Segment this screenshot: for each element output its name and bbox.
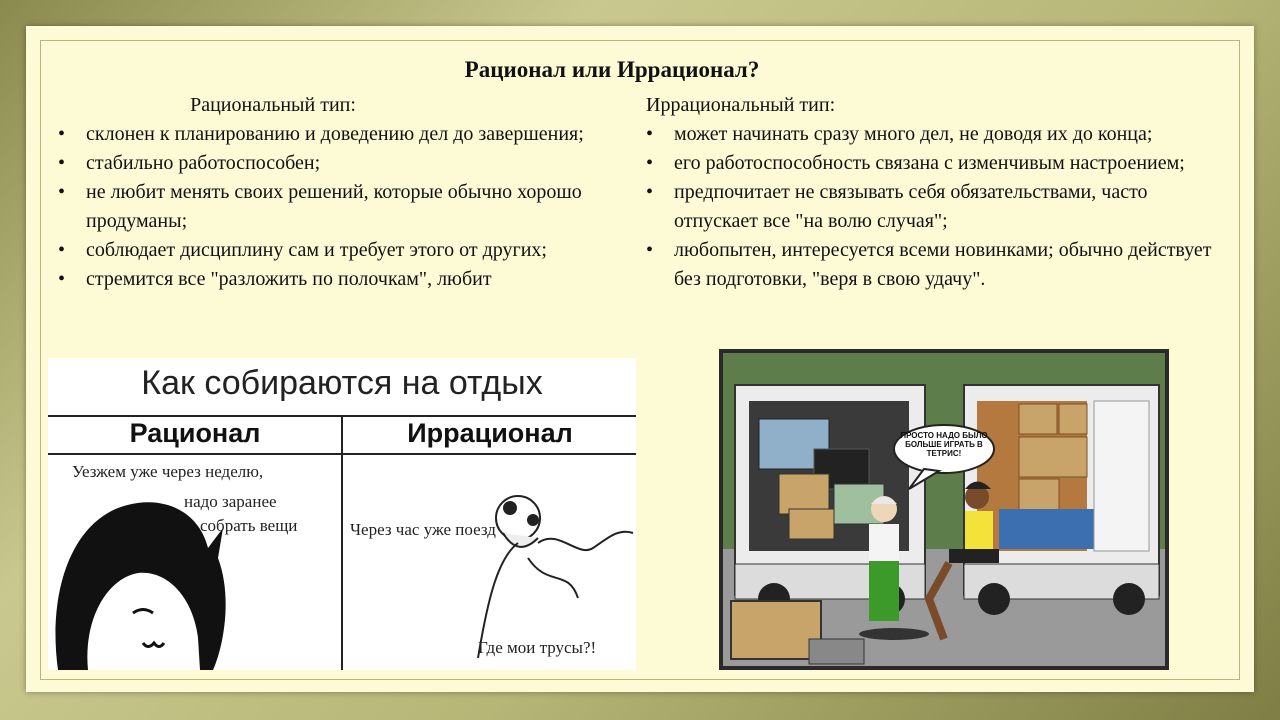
meme-left-line2: надо заранее xyxy=(184,492,277,511)
list-item: • его работоспособность связана с изменчивым настроением; xyxy=(646,149,1226,178)
comic-drawing xyxy=(719,349,1169,670)
meme-col-irrational: Иррационал xyxy=(407,418,573,448)
list-item: • любопытен, интересуется всеми новинками; обычно действует без подготовки, "веря в свою удачу". xyxy=(646,236,1226,294)
list-item: • стремится все "разложить по полочкам", любит xyxy=(58,265,618,294)
list-item: • не любит менять своих решений, которые обычно хорошо продуманы; xyxy=(58,178,618,236)
irrational-column xyxy=(646,91,1226,294)
slide-title: Рационал или Иррационал? xyxy=(464,57,760,82)
comic-bubble-text: ПРОСТО НАДО БЫЛО БОЛЬШЕ ИГРАТЬ В ТЕТРИС! xyxy=(900,431,988,458)
list-item: • стабильно работоспособен; xyxy=(58,149,618,178)
meme-right-line2: Где мои трусы?! xyxy=(478,638,597,657)
rational-heading: Рациональный тип: xyxy=(190,94,356,116)
irrational-heading: Иррациональный тип: xyxy=(646,94,836,116)
rational-list xyxy=(58,120,618,294)
comic-image xyxy=(719,349,1169,670)
meme-drawing xyxy=(48,358,636,670)
meme-left-line3: собрать вещи xyxy=(200,516,298,535)
meme-right-line1: Через час уже поезд xyxy=(350,520,496,539)
rational-column xyxy=(58,91,618,349)
meme-left-line1: Уезжем уже через неделю, xyxy=(72,462,264,481)
meme-image xyxy=(48,358,636,670)
list-item: • склонен к планированию и доведению дел до завершения; xyxy=(58,120,618,149)
meme-title: Как собираются на отдых xyxy=(141,364,543,402)
list-item: • предпочитает не связывать себя обязательствами, часто отпускает все "на волю случая"; xyxy=(646,178,1226,236)
meme-col-rational: Рационал xyxy=(129,418,261,448)
irrational-list xyxy=(646,120,1226,294)
list-item: • может начинать сразу много дел, не доводя их до конца; xyxy=(646,120,1226,149)
list-item: • соблюдает дисциплину сам и требует этого от других; xyxy=(58,236,618,265)
